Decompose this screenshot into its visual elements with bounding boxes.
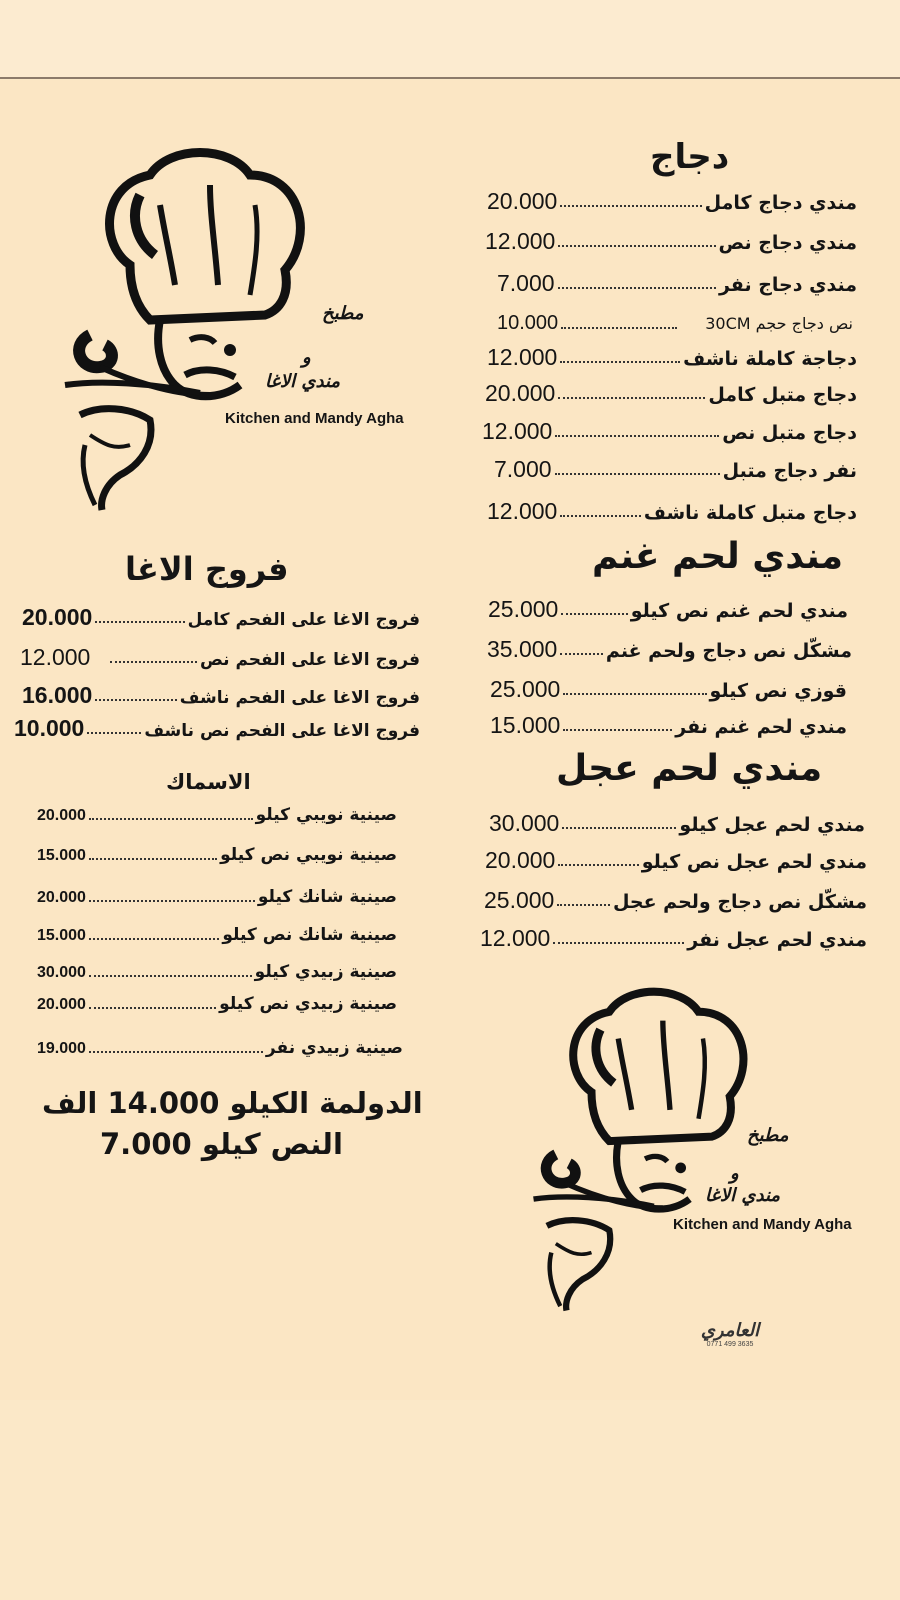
section-title-chicken: دجاج [650, 137, 730, 177]
item-price: 20.000 [485, 380, 556, 406]
leader-dots [555, 473, 720, 475]
leader-dots [563, 729, 672, 731]
item-price: 20.000 [22, 604, 93, 630]
item-price: 19.000 [37, 1040, 86, 1057]
item-name: صينية شانك كيلو [257, 887, 397, 907]
item-price: 10.000 [14, 715, 85, 741]
item-price: 7.000 [494, 456, 552, 482]
menu-item-fish [37, 962, 397, 982]
logo-english: Kitchen and Mandy Agha [225, 410, 404, 427]
logo-arabic-name: مندي الاغا [265, 371, 341, 392]
leader-dots [555, 435, 719, 437]
menu-item-lamb [488, 596, 848, 623]
item-price: 25.000 [490, 676, 561, 702]
chef-logo-bottom [525, 985, 855, 1315]
leader-dots [89, 938, 219, 940]
leader-dots [89, 900, 255, 902]
signature-phone: 0771 499 3635 [706, 1341, 754, 1348]
menu-item-agha-chicken [22, 682, 420, 709]
menu-item-fish [37, 1038, 403, 1058]
item-price: 25.000 [484, 887, 555, 913]
leader-dots [87, 732, 141, 734]
leader-dots [110, 661, 197, 663]
dolma-price-line-1: الدولمة الكيلو 14.000 الف [42, 1086, 423, 1120]
menu-item-fish [37, 887, 397, 907]
menu-item-agha-chicken [14, 715, 420, 742]
leader-dots [89, 975, 252, 977]
item-name: فروج الاغا على الفحم ناشف [179, 688, 420, 708]
item-name: دجاجة كاملة ناشف [683, 348, 857, 370]
menu-item-lamb [487, 636, 852, 663]
logo-arabic-and: و [302, 347, 311, 368]
logo-arabic-name: مندي الاغا [705, 1185, 781, 1206]
item-name: نفر دجاج متبل [722, 460, 857, 482]
leader-dots [558, 245, 715, 247]
menu-item-lamb [490, 676, 847, 703]
item-price: 12.000 [487, 498, 558, 524]
menu-item-veal [489, 810, 865, 837]
item-price: 35.000 [487, 636, 558, 662]
item-name: مندي دجاج كامل [704, 192, 857, 214]
item-name: صينية زبيدي نص كيلو [219, 994, 397, 1014]
logo-english: Kitchen and Mandy Agha [673, 1216, 852, 1233]
item-name: قوزي نص كيلو [709, 680, 847, 702]
item-name: صينية نويبي نص كيلو [220, 845, 397, 865]
item-price: 15.000 [37, 927, 86, 944]
logo-arabic-and: و [730, 1163, 739, 1184]
item-name: صينية شانك نص كيلو [222, 925, 397, 945]
item-price: 20.000 [37, 889, 86, 906]
menu-item-chicken [497, 312, 853, 335]
item-price: 10.000 [497, 312, 559, 334]
item-name: فروج الاغا على الفحم كامل [187, 610, 420, 630]
item-price: 15.000 [490, 712, 561, 738]
item-name: فروج الاغا على الفحم نص ناشف [144, 721, 420, 741]
leader-dots [562, 827, 676, 829]
menu-item-fish [37, 805, 397, 825]
leader-dots [560, 205, 701, 207]
item-name: مندي لحم غنم نفر [675, 716, 847, 738]
item-price: 12.000 [20, 644, 91, 670]
menu-item-agha-chicken [22, 604, 420, 631]
item-price: 16.000 [22, 682, 93, 708]
item-name: مندي لحم عجل نص كيلو [641, 851, 867, 873]
leader-dots [560, 515, 640, 517]
item-name: مندي لحم عجل نفر [687, 929, 867, 951]
chef-logo-top [60, 145, 420, 515]
item-name: مشكّل نص دجاج ولحم غنم [605, 640, 852, 662]
designer-signature [690, 1320, 770, 1348]
dolma-price-line-2: النص كيلو 7.000 [100, 1127, 343, 1161]
menu-item-fish [37, 845, 397, 865]
item-price: 20.000 [37, 807, 86, 824]
leader-dots [560, 653, 603, 655]
menu-item-chicken [487, 188, 857, 215]
item-price: 20.000 [485, 847, 556, 873]
item-name: مندي لحم عجل كيلو [679, 814, 865, 836]
signature-name: العامري [700, 1320, 760, 1341]
item-name: نص دجاج حجم 30CM [705, 314, 853, 333]
menu-item-veal [480, 925, 867, 952]
chef-illustration-icon [60, 145, 320, 515]
menu-item-chicken [485, 380, 857, 407]
menu-item-fish [37, 994, 397, 1014]
logo-arabic-kitchen: مطبخ [322, 303, 364, 324]
item-name: مندي لحم غنم نص كيلو [630, 600, 848, 622]
item-price: 25.000 [488, 596, 559, 622]
menu-item-veal [484, 887, 867, 914]
leader-dots [558, 864, 638, 866]
leader-dots [89, 1007, 216, 1009]
menu-item-veal [485, 847, 867, 874]
menu-item-lamb [490, 712, 847, 739]
top-divider [0, 77, 900, 79]
leader-dots [561, 613, 627, 615]
item-price: 12.000 [480, 925, 551, 951]
leader-dots [95, 621, 184, 623]
item-name: صينية زبيدي نفر [265, 1038, 403, 1058]
item-price: 30.000 [489, 810, 560, 836]
menu-item-chicken [494, 456, 857, 483]
item-price: 12.000 [482, 418, 553, 444]
leader-dots [95, 699, 176, 701]
section-title-lamb: مندي لحم غنم [592, 536, 844, 577]
item-name: مندي دجاج نفر [718, 274, 857, 296]
leader-dots [558, 397, 705, 399]
bottom-band [0, 1400, 900, 1600]
leader-dots [560, 361, 680, 363]
item-price: 20.000 [37, 996, 86, 1013]
leader-dots [557, 904, 610, 906]
section-title-veal: مندي لحم عجل [556, 748, 823, 789]
leader-dots [558, 287, 716, 289]
item-price: 12.000 [485, 228, 556, 254]
leader-dots [89, 858, 217, 860]
item-name: دجاج متبل كامل [708, 384, 857, 406]
menu-item-fish [37, 925, 397, 945]
leader-dots [89, 818, 253, 820]
menu-item-chicken [485, 228, 857, 255]
menu-item-chicken [487, 498, 857, 525]
leader-dots [563, 693, 706, 695]
item-price: 15.000 [37, 847, 86, 864]
logo-arabic-kitchen: مطبخ [747, 1125, 789, 1146]
section-title-fish: الاسماك [166, 770, 251, 794]
menu-item-chicken [497, 270, 857, 297]
leader-dots [553, 942, 684, 944]
menu-item-chicken [482, 418, 857, 445]
section-title-agha-chicken: فروج الاغا [125, 550, 289, 588]
menu-item-chicken [487, 344, 857, 371]
item-price: 12.000 [487, 344, 558, 370]
item-price: 7.000 [497, 270, 555, 296]
item-price: 20.000 [487, 188, 558, 214]
leader-dots [89, 1051, 263, 1053]
item-name: صينية زبيدي كيلو [254, 962, 397, 982]
item-name: دجاج متبل كاملة ناشف [643, 502, 857, 524]
item-name: مشكّل نص دجاج ولحم عجل [612, 891, 867, 913]
item-name: دجاج متبل نص [722, 422, 857, 444]
item-name: فروج الاغا على الفحم نص [199, 650, 420, 670]
chef-illustration-icon [525, 985, 765, 1315]
menu-item-agha-chicken [20, 644, 420, 671]
item-price: 30.000 [37, 964, 86, 981]
top-band [0, 0, 900, 78]
leader-dots [561, 327, 677, 329]
item-name: صينية نويبي كيلو [255, 805, 397, 825]
item-name: مندي دجاج نص [718, 232, 857, 254]
